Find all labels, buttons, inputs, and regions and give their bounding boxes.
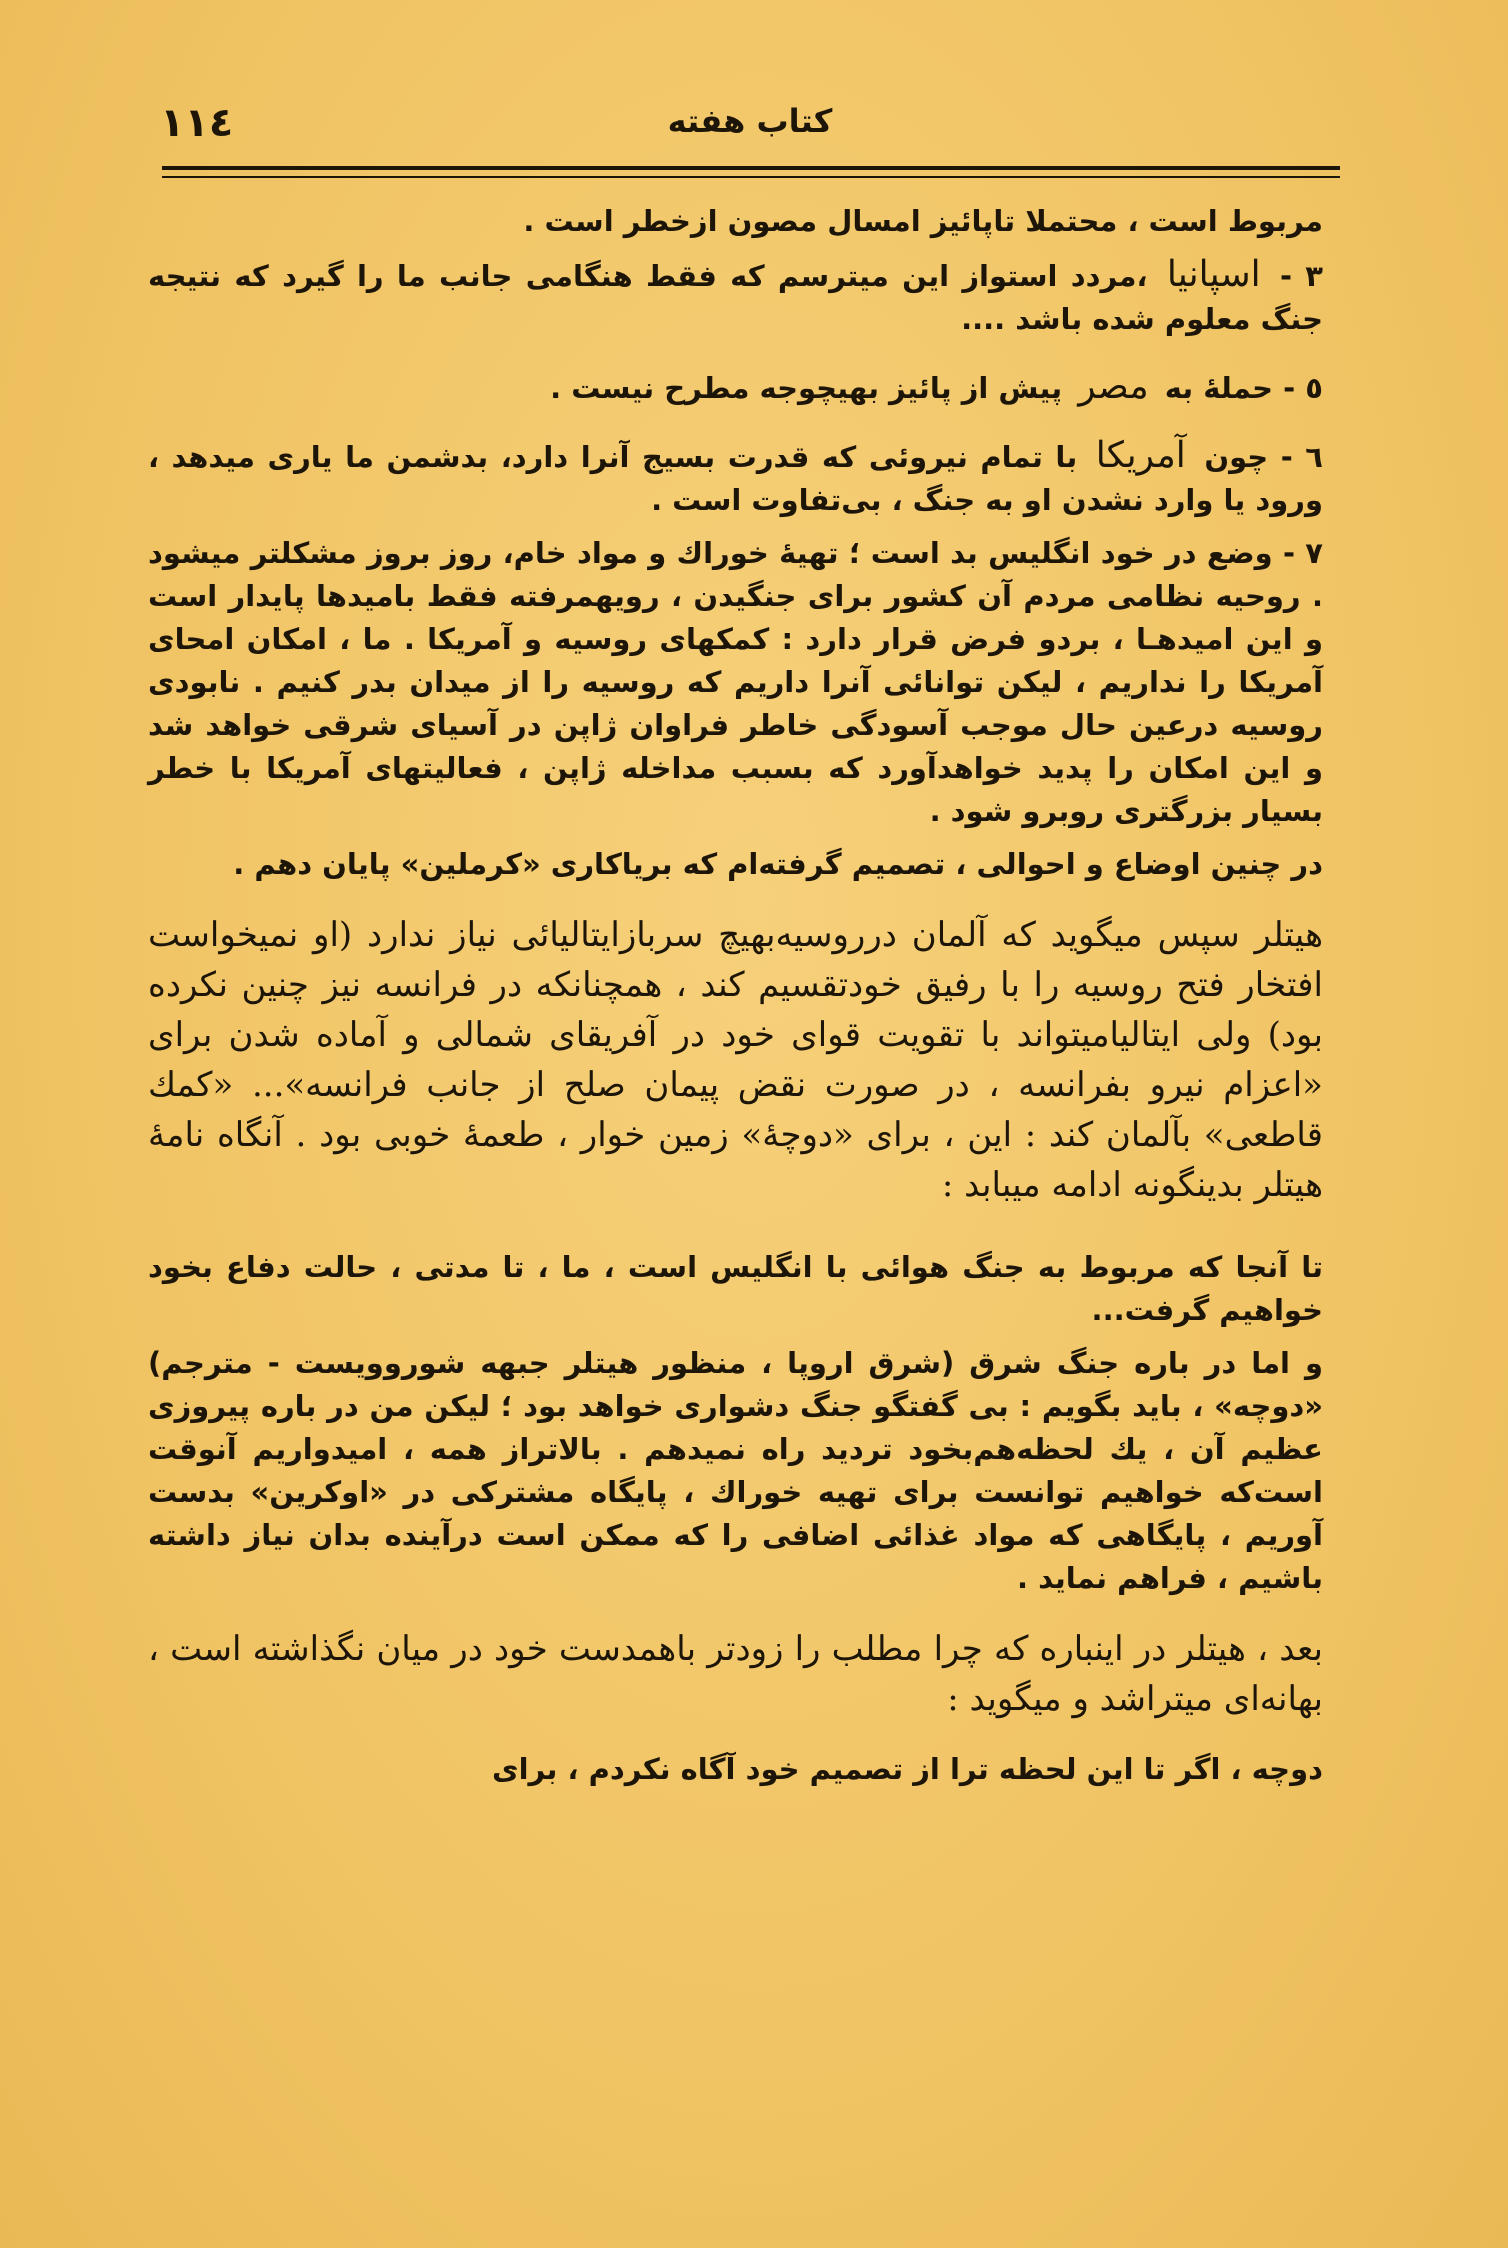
list-item-spain-keyword: اسپانیا bbox=[1166, 254, 1261, 295]
list-item-spain-text: ،مردد استواز این میترسم که فقط هنگامی جانب ما را گیرد که نتیجه جنگ معلوم شده باشد .... bbox=[148, 259, 1323, 336]
list-item-america-text: با تمام نیروئی که قدرت بسیج آنرا دارد، بدشمن ما یاری میدهد ، ورود یا وارد نشدن او به جنگ ، بی‌تفاوت است . bbox=[148, 440, 1323, 517]
paragraph-narrative-hitler: هیتلر سپس میگوید که آلمان درروسیه‌بهیچ سربازایتالیائی نیاز ندارد (او نمیخواست افتخار فتح روسیه را با رفیق خودتقسیم کند ، همچنانکه در فرانسه نیز چنین نکرده بود) ولی ایتالیامیتواند با تقویت قوای خود در آفریقای شمالی و آماده شدن برای «اعزام نیرو بفرانسه ، در صورت نقض پیمان صلح از جانب فرانسه»... «کمك قاطعی» بآلمان کند : این ، برای «دوچهٔ» زمین خوار ، طعمهٔ خوبی بود . آنگاه نامهٔ هیتلر بدینگونه ادامه میبابد : bbox=[148, 915, 1323, 1205]
page-header bbox=[160, 100, 1340, 170]
list-item-england: ٧ - وضع در خود انگلیس بد است ؛ تهیهٔ خوراك و مواد خام، روز بروز مشکلتر میشود . روحیه نظامی مردم آن کشور برای جنگیدن ، رویهمرفته فقط بامیدها پایدار است و این امیدهـا ، بردو فرض قرار دارد : کمکهای روسیه و آمریکا . ما ، امکان امحای آمریکا را نداریم ، لیکن توانائی آنرا داریم که روسیه را از میدان بدر کنیم . نابودی روسیه درعین حال موجب آسودگی خاطر فراوان ژاپن در آسیای شرقی خواهد شد و این امکان را پدید خواهدآورد که بسبب مداخله ژاپن ، فعالیتهای آمریکا با خطر بسیار بزرگتری روبرو شود . bbox=[148, 536, 1323, 828]
paragraph-continuation: مربوط است ، محتملا تاپائیز امسال مصون ازخطر است . bbox=[523, 204, 1323, 238]
paragraph-decision: در چنین اوضاع و احوالی ، تصمیم گرفته‌ام که بریاکاری «کرملین» پایان دهم . bbox=[233, 847, 1323, 881]
list-item-egypt-text: پیش از پائیز بهیچوجه مطرح نیست . bbox=[550, 371, 1073, 405]
paragraph-letter-duce: دوچه ، اگر تا این لحظه ترا از تصمیم خود آگاه نکردم ، برای bbox=[491, 1752, 1323, 1786]
paragraph-eastern-war: و اما در باره جنگ شرق (شرق اروپا ، منظور هیتلر جبهه شوروویست - مترجم) «دوچه» ، باید بگویم : بی گفتگو جنگ دشواری خواهد بود ؛ لیکن من در باره پیروزی عظیم آن ، یك لحظه‌هم‌بخود تردید راه نمیدهم . بالاتراز همه ، امیدواریم آنوقت است‌که خواهیم توانست برای تهیه خوراك ، پایگاه مشترکی در «اوکرین» بدست آوریم ، پایگاهی که مواد غذائی اضافی را که ممکن است درآینده بدان نیاز داشته باشیم ، فراهم نماید . bbox=[148, 1346, 1323, 1595]
list-item-egypt-keyword: مصر bbox=[1078, 366, 1149, 407]
list-item-egypt-number: ٥ - حملهٔ به bbox=[1154, 371, 1323, 405]
page-body bbox=[148, 200, 1323, 1791]
list-item-spain-number: ٣ - bbox=[1266, 259, 1323, 293]
paragraph-air-war: تا آنجا که مربوط به جنگ هوائی با انگلیس است ، ما ، تا مدتی ، حالت دفاع بخود خواهیم گرفت... bbox=[148, 1250, 1323, 1327]
list-item-spain bbox=[148, 253, 1323, 341]
list-item-america bbox=[148, 434, 1323, 522]
running-title: کتاب هفته bbox=[667, 102, 833, 140]
list-item-america-number: ٦ - چون bbox=[1191, 440, 1323, 474]
page-number: ۱۱٤ bbox=[160, 100, 234, 146]
header-rule-thin bbox=[162, 176, 1340, 178]
header-rule-thick bbox=[162, 166, 1340, 170]
list-item-america-keyword: آمریکا bbox=[1095, 435, 1186, 476]
paragraph-narrative-excuse: بعد ، هیتلر در اینباره که چرا مطلب را زودتر باهمدست خود در میان نگذاشته است ، بهانه‌ای میتراشد و میگوید : bbox=[148, 1629, 1323, 1719]
list-item-egypt bbox=[148, 365, 1323, 410]
